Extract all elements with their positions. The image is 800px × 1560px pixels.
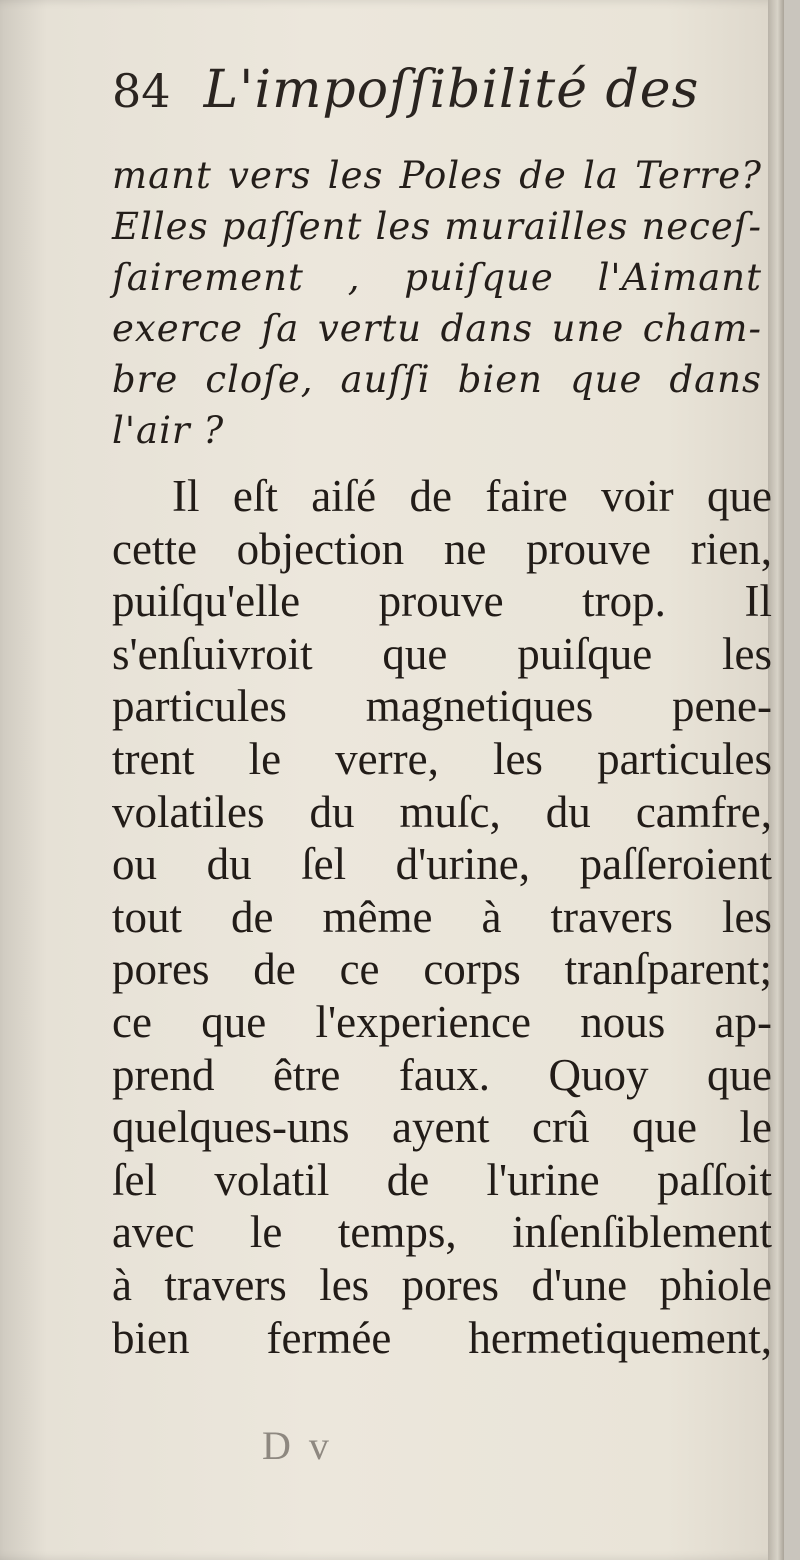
text-line (112, 786, 772, 839)
word: neceſ- (641, 205, 762, 248)
word: eſt (232, 471, 278, 521)
word: Il (744, 576, 772, 627)
text-line (112, 1154, 772, 1207)
page-number: 84 (112, 64, 171, 118)
word: murailles (444, 205, 629, 248)
word: tranſparent; (564, 944, 772, 995)
word: l'Aimant (597, 256, 762, 299)
word: que (201, 996, 267, 1047)
word: ſel (301, 839, 347, 890)
word: tout (112, 891, 183, 942)
word: cette (112, 523, 197, 574)
word: de (231, 891, 274, 942)
word: prend (112, 1049, 215, 1100)
text-line (112, 523, 772, 576)
word: puiſque (517, 628, 653, 679)
word: trop. (582, 576, 666, 627)
word: faux. (398, 1049, 491, 1100)
text-line (112, 838, 772, 891)
word: du (545, 786, 591, 837)
word: les (722, 628, 772, 679)
word: puiſque (404, 256, 554, 299)
word: ce (339, 944, 380, 995)
text-line (112, 575, 772, 628)
word: bien (112, 1312, 190, 1363)
word: bien (457, 358, 543, 401)
word: fermée (266, 1312, 392, 1363)
word: volatil (214, 1154, 330, 1205)
word: une (551, 307, 625, 350)
text-line (112, 733, 772, 786)
word: aiſé (311, 471, 377, 521)
word: les (721, 891, 772, 942)
word: que (382, 628, 448, 679)
word: les (319, 1259, 370, 1310)
word: nous (580, 996, 666, 1047)
word: mant (112, 154, 212, 197)
text-line (112, 1049, 772, 1102)
word: vertu (317, 307, 423, 350)
word: ne (443, 523, 487, 574)
word: être (272, 1049, 341, 1100)
word: quelques-uns (112, 1102, 350, 1153)
text-line (112, 354, 762, 405)
word: phiole (659, 1259, 772, 1310)
word: ap- (714, 996, 772, 1047)
word: objection (236, 523, 405, 574)
word: que (631, 1102, 697, 1153)
word: dans (440, 307, 534, 350)
word: pores (401, 1259, 500, 1310)
running-title: L'impoſſibilité des (203, 60, 700, 120)
text-line (112, 891, 772, 944)
word: pene- (672, 681, 772, 732)
word: ou (112, 839, 157, 890)
word: faire (485, 471, 568, 521)
word: d'urine, (395, 839, 530, 890)
word: prouve (378, 576, 504, 627)
word: puiſqu'elle (112, 576, 301, 627)
word: la (583, 154, 619, 197)
text-line (112, 1101, 772, 1154)
word: le (739, 1102, 772, 1153)
text-line (112, 680, 772, 733)
word: à (481, 891, 502, 942)
text-line (112, 628, 772, 681)
word: paſſoit (656, 1154, 772, 1205)
italic-paragraph (112, 150, 762, 456)
word: du (309, 786, 355, 837)
word: muſc, (399, 786, 501, 837)
text-line (112, 1259, 772, 1312)
word: de (519, 154, 567, 197)
roman-paragraph (112, 470, 772, 1364)
word: de (386, 1154, 430, 1205)
word: que (707, 1049, 772, 1100)
text-line: l'air ? (112, 409, 225, 452)
word: Il (172, 471, 200, 521)
word: prouve (526, 523, 652, 574)
word: l'urine (486, 1154, 600, 1205)
signature-mark: D v (262, 1423, 333, 1468)
word: ſairement (112, 256, 304, 299)
text-line (112, 996, 772, 1049)
word: paſſent (221, 205, 363, 248)
word: Quoy (548, 1049, 649, 1100)
word: camfre, (635, 786, 772, 837)
word: avec (112, 1207, 195, 1258)
text-line (112, 1312, 772, 1365)
word: temps, (337, 1207, 457, 1258)
word: les (375, 205, 432, 248)
word: magnetiques (365, 681, 594, 732)
word: ſel (112, 1154, 157, 1205)
word: inſenſiblement (512, 1207, 772, 1258)
word: que (707, 471, 772, 521)
word: travers (550, 891, 673, 942)
word: travers (164, 1259, 287, 1310)
word: de (253, 944, 296, 995)
text-line (112, 1206, 772, 1259)
page-header (112, 60, 712, 120)
word: les (327, 154, 384, 197)
word: ce (112, 996, 152, 1047)
word: crû (531, 1102, 590, 1153)
word: Terre? (635, 154, 762, 197)
word: ayent (392, 1102, 490, 1153)
word: rien, (690, 523, 772, 574)
word: cham- (642, 307, 762, 350)
word: , (347, 256, 361, 299)
word: s'enſuivroit (112, 628, 313, 679)
word: pores (112, 944, 210, 995)
text-line (112, 943, 772, 996)
word: voir (601, 471, 674, 521)
word: cloſe, (205, 358, 314, 401)
word: verre, (335, 733, 439, 784)
word: d'une (531, 1259, 628, 1310)
word: l'experience (315, 996, 531, 1047)
word: auſſi (340, 358, 431, 401)
word: à (112, 1259, 132, 1310)
word: vers (228, 154, 312, 197)
word: dans (669, 358, 762, 401)
word: Elles (112, 205, 209, 248)
text-line (112, 150, 762, 201)
word: les (492, 733, 543, 784)
word: particules (112, 681, 287, 732)
word: du (206, 839, 252, 890)
word: de (409, 471, 452, 521)
word: que (569, 358, 643, 401)
text-line (112, 470, 772, 523)
word: le (249, 1207, 283, 1258)
word: bre (112, 358, 179, 401)
word: corps (423, 944, 521, 995)
word: même (322, 891, 433, 942)
text-line (112, 201, 762, 252)
word: particules (597, 733, 772, 784)
word: paſſeroient (579, 839, 772, 890)
word: volatiles (112, 786, 265, 837)
text-line (112, 252, 762, 303)
text-line (112, 303, 762, 354)
word: Poles (399, 154, 504, 197)
word: ſa (261, 307, 300, 350)
word: trent (112, 733, 195, 784)
word: exerce (112, 307, 243, 350)
word: le (248, 733, 282, 784)
word: hermetiquement, (468, 1312, 772, 1363)
